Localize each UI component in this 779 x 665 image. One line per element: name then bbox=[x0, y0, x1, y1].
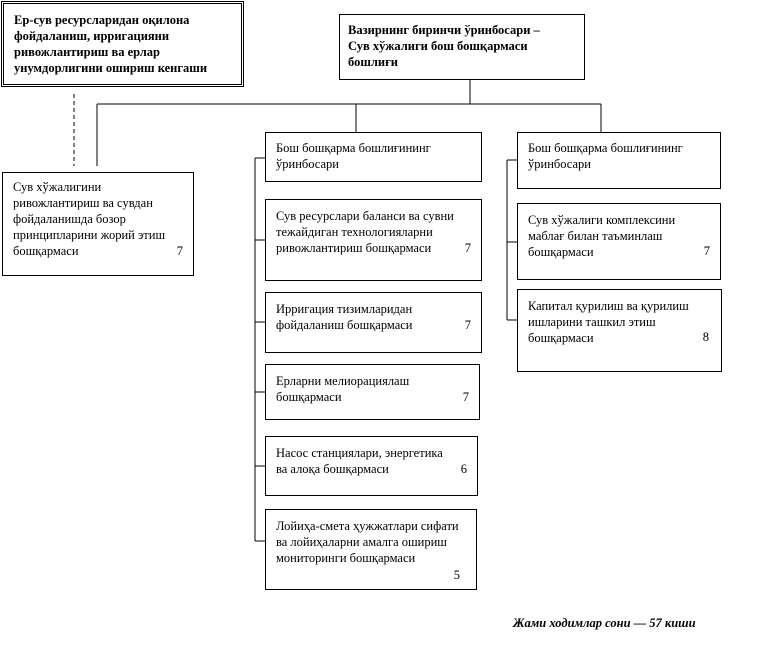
head-label: Вазирнинг биринчи ўринбосари – Сув хўжалиги бош бошқармаси бошлиғи bbox=[348, 23, 540, 69]
mid-dept-3-label: Ерларни мелиорациялаш бошқармаси bbox=[276, 374, 410, 404]
mid-dept-4-label: Насос станциялари, энергетика ва алоқа бошқармаси bbox=[276, 446, 443, 476]
council-label: Ер-сув ресурсларидан оқилона фойдаланиш, ирригацияни ривожлантириш ва ерлар унумдорлигини ошириш кенгаши bbox=[14, 13, 208, 75]
mid-dept-2-box bbox=[265, 292, 482, 353]
right-dept-1-count: 7 bbox=[703, 244, 710, 258]
right-dept-2-box bbox=[517, 289, 722, 372]
mid-dept-1-count: 7 bbox=[464, 241, 471, 255]
mid-dept-5-box bbox=[265, 509, 477, 590]
right-dept-1-label: Сув хўжалиги комплексини маблағ билан таъминлаш бошқармаси bbox=[528, 213, 676, 259]
deputy-right-label: Бош бошқарма бошлиғининг ўринбосари bbox=[528, 141, 683, 171]
left-dept-box bbox=[2, 172, 194, 276]
left-dept-label: Сув хўжалигини ривожлантириш ва сувдан фойдаланишда бозор принципларини жорий этиш бошқармаси bbox=[13, 180, 166, 258]
mid-dept-3-count: 7 bbox=[462, 390, 469, 404]
head-box bbox=[339, 14, 585, 80]
deputy-right-box bbox=[517, 132, 721, 189]
right-dept-2-count: 8 bbox=[702, 330, 709, 344]
deputy-mid-label: Бош бошқарма бошлиғининг ўринбосари bbox=[276, 141, 431, 171]
right-dept-1-box bbox=[517, 203, 721, 280]
mid-dept-4-box bbox=[265, 436, 478, 496]
mid-dept-5-count: 5 bbox=[453, 568, 460, 582]
mid-dept-2-label: Ирригация тизимларидан фойдаланиш бошқармаси bbox=[276, 302, 413, 332]
mid-dept-4-count: 6 bbox=[460, 462, 467, 476]
mid-dept-3-box bbox=[265, 364, 480, 420]
mid-dept-1-box bbox=[265, 199, 482, 281]
total-staff-note: Жами ходимлар сони — 57 киши bbox=[513, 616, 696, 630]
council-box bbox=[1, 1, 244, 87]
mid-dept-5-label: Лойиҳа-смета ҳужжатлари сифати ва лойиҳаларни амалга ошириш мониторинги бошқармаси bbox=[276, 519, 459, 565]
deputy-mid-box bbox=[265, 132, 482, 182]
left-dept-count: 7 bbox=[176, 244, 183, 258]
mid-dept-2-count: 7 bbox=[464, 318, 471, 332]
right-dept-2-label: Капитал қурилиш ва қурилиш ишларини ташкил этиш бошқармаси bbox=[528, 299, 689, 345]
mid-dept-1-label: Сув ресурслари баланси ва сувни тежайдиган технологияларни ривожлантириш бошқармаси bbox=[276, 209, 454, 255]
